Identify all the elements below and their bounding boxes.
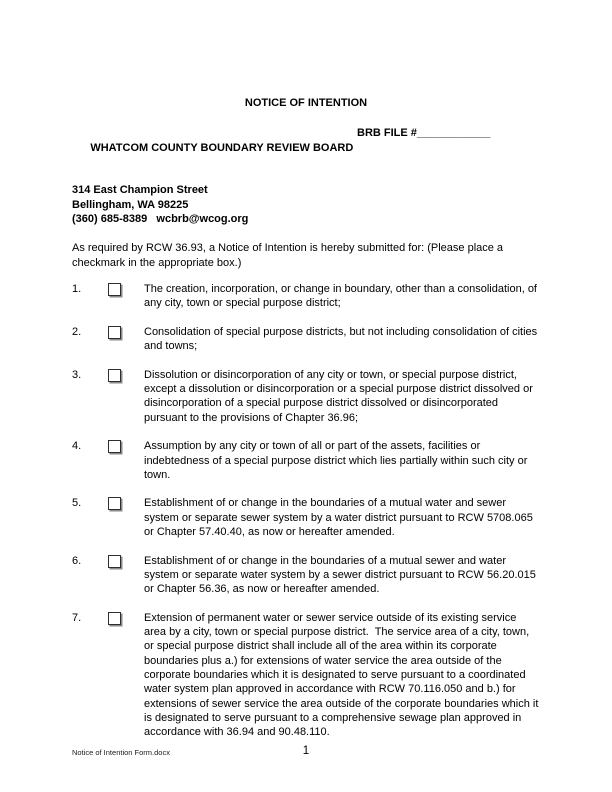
notice-item-6: [72, 554, 540, 597]
notice-item-4: [72, 439, 540, 482]
item-text: Dissolution or disincorporation of any city or town, or special purpose district, except a dissolution or disincorporation or a special purpose district dissolved or disincorporation of a special purpose district dissolved or disincorporated pursuant to the provisions of Chapter 36.96;: [144, 368, 536, 424]
item-number: 1.: [72, 282, 82, 295]
notice-item-1: [72, 282, 540, 311]
item-number: 7.: [72, 611, 82, 624]
item-check-cell: [108, 554, 144, 568]
checkbox-item-6[interactable]: [108, 555, 121, 568]
item-number: 6.: [72, 554, 82, 567]
checkbox-item-4[interactable]: [108, 440, 121, 453]
page-footer: [0, 744, 612, 758]
item-check-cell: [108, 282, 144, 296]
item-check-cell: [108, 368, 144, 382]
brb-file-field[interactable]: BRB FILE #____________: [357, 127, 491, 140]
checkbox-item-3[interactable]: [108, 369, 121, 382]
footer-filename: Notice of Intention Form.docx: [72, 748, 170, 757]
address-street: 314 East Champion Street: [72, 184, 208, 197]
item-text: Consolidation of special purpose districts, but not including consolidation of cities and towns;: [144, 325, 541, 353]
item-number: 3.: [72, 368, 82, 381]
item-text: Establishment of or change in the boundaries of a mutual water and sewer system or separate sewer system by a water district pursuant to RCW 5708.065 or Chapter 57.40.40, as now or hereafter amended.: [144, 497, 536, 539]
notice-item-5: [72, 496, 540, 539]
item-check-cell: [108, 439, 144, 453]
footer-page-number: 1: [302, 745, 310, 757]
item-number: 2.: [72, 325, 82, 338]
item-text: Assumption by any city or town of all or part of the assets, facilities or indebtedness of a special purpose district which lies partially within such city or town.: [144, 440, 531, 481]
item-check-cell: [108, 611, 144, 625]
header-block: [72, 126, 540, 226]
item-number: 5.: [72, 497, 82, 510]
org-name: WHATCOM COUNTY BOUNDARY REVIEW BOARD: [90, 141, 354, 154]
checkbox-item-5[interactable]: [108, 497, 121, 510]
notice-item-2: [72, 325, 540, 354]
item-text: Establishment of or change in the boundaries of a mutual sewer and water system or separate water system by a sewer district pursuant to RCW 56.20.015 or Chapter 56.36, as now or hereafter amended.: [144, 554, 539, 596]
item-text: The creation, incorporation, or change in boundary, other than a consolidation, of any city, town or special purpose district;: [144, 282, 541, 310]
address-city: Bellingham, WA 98225: [72, 198, 189, 211]
item-check-cell: [108, 496, 144, 510]
header-line-org: [72, 126, 540, 183]
notice-item-3: [72, 368, 540, 425]
item-check-cell: [108, 325, 144, 339]
contact-line: (360) 685-8389 wcbrb@wcog.org: [72, 213, 249, 226]
item-number: 4.: [72, 440, 82, 453]
checkbox-item-2[interactable]: [108, 326, 121, 339]
notice-items-list: [72, 282, 540, 740]
intro-paragraph: As required by RCW 36.93, a Notice of Intention is hereby submitted for: (Please place a checkmark in the appropriate box.): [72, 242, 507, 269]
item-text: Extension of permanent water or sewer service outside of its existing service area by a city, town or special purpose district. The service area of a city, town, or special purpose district shall include all of the area within its corporate boundaries plus a.) for extensions of water service the area outside of the corporate boundaries which it is designated to serve pursuant to a coordinated water system plan approved in accordance with RCW 70.116.050 and b.) for extensions of sewer service the area outside of the corporate boundaries which it is designated to serve pursuant to a comprehensive sewage plan approved in accordance with 36.94 and 90.48.110.: [144, 611, 542, 739]
checkbox-item-7[interactable]: [108, 612, 121, 625]
notice-item-7: [72, 611, 540, 740]
checkbox-item-1[interactable]: [108, 283, 121, 296]
page-title: NOTICE OF INTENTION: [244, 97, 368, 109]
